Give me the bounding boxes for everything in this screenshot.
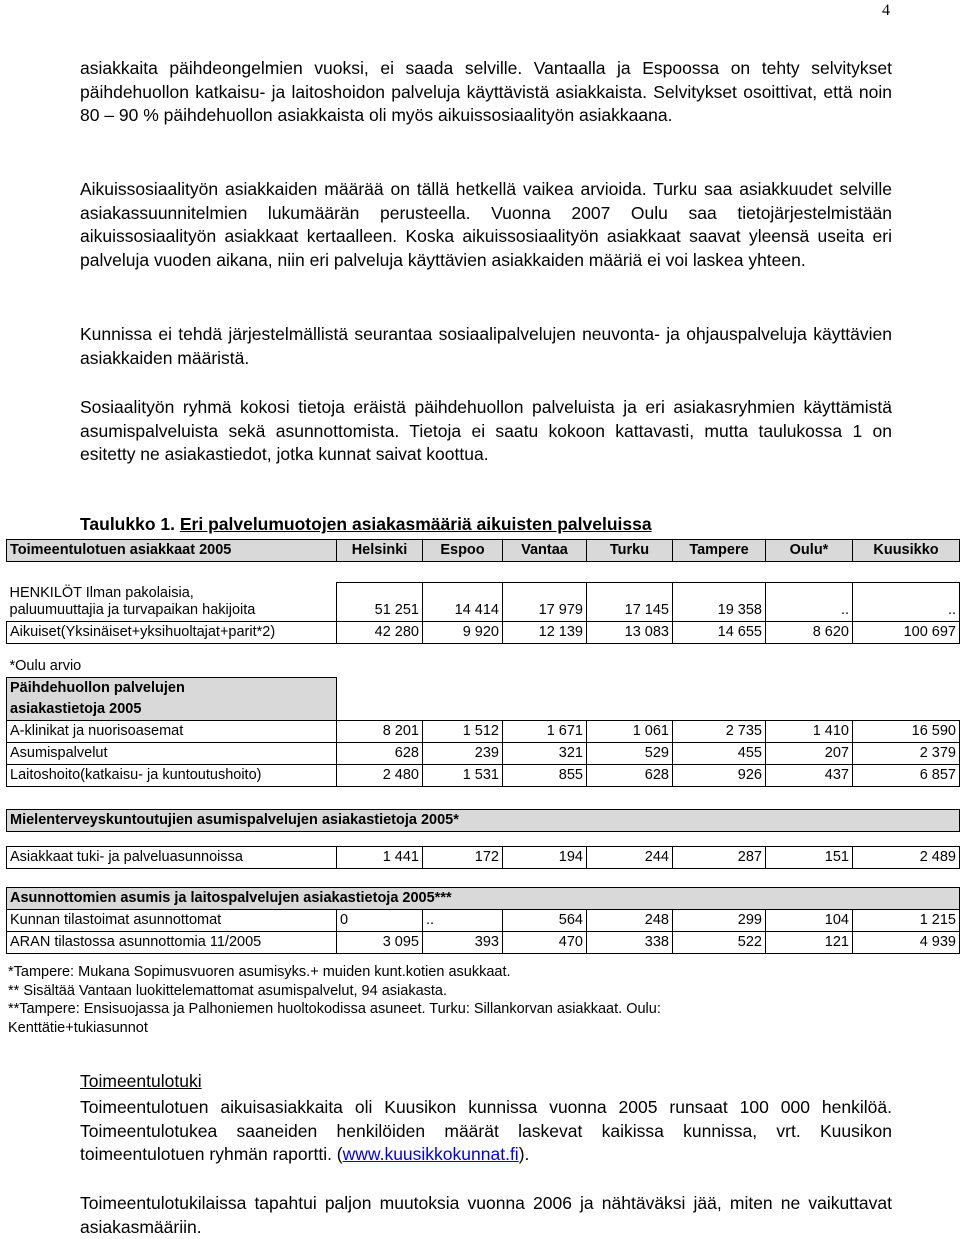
caption-prefix: Taulukko 1. [80, 514, 175, 534]
header-cell: Vantaa [503, 540, 587, 562]
table-row [7, 742, 960, 764]
table-row [7, 909, 960, 931]
paragraph-1: asiakkaita päihdeongelmien vuoksi, ei saada selville. Vantaalla ja Espoossa on tehty selvitykset päihdehuollon katkaisu- ja laitoshoidon palveluja käyttävistä asiakkaista. Selvitykset osoittivat, että noin 80 – 90 % päihdehuollon asiakkaista oli myös aikuissosiaalityön asiakkaana. [80, 58, 892, 125]
table-cell: 0 [337, 909, 423, 931]
table-cell: 926 [673, 764, 766, 786]
table-cell: 14 655 [673, 621, 766, 643]
row-label-line: HENKILÖT Ilman pakolaisia, [9, 584, 194, 601]
paragraph-2: Aikuissosiaalityön asiakkaiden määrää on tällä hetkellä vaikea arvioida. Turku saa asiakkuudet selville asiakassuunnitelmien lukumäärän perusteella. Vuonna 2007 Oulu saa tietojärjestelmistään aikuissosiaalityön asiakkaat kertaalleen. Koska aikuissosiaalityön asiakkaat saavat yleensä useita eri palveluja vuoden aikana, niin eri palveluja käyttävien asiakkaiden määriä ei voi laskea yhteen. [80, 179, 892, 270]
row-label: Asiakkaat tuki- ja palveluasunnoissa [7, 846, 337, 868]
table-cell: 529 [587, 742, 673, 764]
table-cell: 628 [337, 742, 423, 764]
footnote: *Tampere: Mukana Sopimusvuoren asumisyks.+ muiden kunt.kotien asukkaat. [8, 964, 511, 980]
table-row [7, 846, 960, 868]
table-row [7, 621, 960, 643]
header-cell: Turku [587, 540, 673, 562]
row-label: A-klinikat ja nuorisoasemat [7, 720, 337, 742]
paragraph-4: Sosiaalityön ryhmä kokosi tietoja eräistä päihdehuollon palveluista ja eri asiakasryhmien käyttämistä asumispalveluista sekä asunnottomista. Tietoja ei saatu kokoon kattavasti, mutta taulukossa 1 on esitetty ne asiakastiedot, jotka kunnat saivat koottua. [80, 397, 892, 464]
table-cell: 1 215 [853, 909, 960, 931]
table-cell: 628 [587, 764, 673, 786]
table-cell: 2 379 [853, 742, 960, 764]
table-cell: 194 [503, 846, 587, 868]
table-cell: 8 201 [337, 720, 423, 742]
table-cell: 1 671 [503, 720, 587, 742]
header-cell: Tampere [673, 540, 766, 562]
table-cell: 13 083 [587, 621, 673, 643]
table-cell: 437 [766, 764, 853, 786]
table-cell: 17 979 [503, 583, 587, 622]
oulu-note: *Oulu arvio [9, 657, 82, 674]
table-cell: 100 697 [853, 621, 960, 643]
table-cell: 4 939 [853, 931, 960, 953]
section-heading-toimeentulotuki: Toimeentulotuki [80, 1071, 202, 1091]
table-cell: 2 489 [853, 846, 960, 868]
table-cell: 9 920 [423, 621, 503, 643]
table-cell: 522 [673, 931, 766, 953]
table-cell: .. [853, 583, 960, 622]
row-label-line: paluumuuttajia ja turvapaikan hakijoita [9, 601, 256, 618]
table-cell: 207 [766, 742, 853, 764]
table-cell: 51 251 [337, 583, 423, 622]
table-cell: 3 095 [337, 931, 423, 953]
header-cell: Kuusikko [853, 540, 960, 562]
table-cell: 8 620 [766, 621, 853, 643]
page-number: 4 [882, 2, 890, 19]
table-cell: 104 [766, 909, 853, 931]
paragraph-3: Kunnissa ei tehdä järjestelmällistä seurantaa sosiaalipalvelujen neuvonta- ja ohjauspalveluja käyttävien asiakkaiden määristä. [80, 324, 892, 368]
table-cell: .. [423, 909, 503, 931]
footnote: ** Sisältää Vantaan luokittelemattomat asumispalvelut, 94 asiakasta. [8, 982, 448, 999]
row-label: ARAN tilastossa asunnottomia 11/2005 [7, 931, 337, 953]
table-cell: 299 [673, 909, 766, 931]
section-heading: Päihdehuollon palvelujen [7, 677, 337, 699]
table-header-row [7, 540, 960, 562]
footnote: Kenttätie+tukiasunnot [8, 1019, 148, 1036]
table-cell: 172 [423, 846, 503, 868]
table-cell: 2 735 [673, 720, 766, 742]
header-cell: Toimeentulotuen asiakkaat 2005 [7, 540, 337, 562]
table-cell: 1 512 [423, 720, 503, 742]
table-row [7, 583, 960, 622]
table-cell: 321 [503, 742, 587, 764]
table-cell: 248 [587, 909, 673, 931]
table-cell: 470 [503, 931, 587, 953]
table-cell: 17 145 [587, 583, 673, 622]
header-cell: Helsinki [337, 540, 423, 562]
table-cell: 121 [766, 931, 853, 953]
section-heading: Mielenterveyskuntoutujien asumispalvelujen asiakastietoja 2005* [7, 809, 960, 831]
table-row [7, 720, 960, 742]
row-label: Asumispalvelut [7, 742, 337, 764]
table-cell: 151 [766, 846, 853, 868]
row-label: Kunnan tilastoimat asunnottomat [7, 909, 337, 931]
paragraph-5-end: ). [518, 1144, 530, 1164]
row-label: Laitoshoito(katkaisu- ja kuntoutushoito) [7, 764, 337, 786]
table-cell: 14 414 [423, 583, 503, 622]
header-cell: Oulu* [766, 540, 853, 562]
kuusikko-link[interactable]: www.kuusikkokunnat.fi [342, 1144, 519, 1164]
table-cell: 1 061 [587, 720, 673, 742]
table-cell: 244 [587, 846, 673, 868]
table-cell: 393 [423, 931, 503, 953]
table-cell: .. [766, 583, 853, 622]
services-table [6, 539, 960, 954]
section-heading: asiakastietoja 2005 [7, 699, 337, 721]
table-footnotes [8, 963, 661, 1037]
paragraph-6: Toimeentulotukilaissa tapahtui paljon muutoksia vuonna 2006 ja nähtäväksi jää, miten ne vaikuttavat asiakasmääriin. [80, 1193, 892, 1237]
table-cell: 19 358 [673, 583, 766, 622]
row-label [7, 583, 337, 622]
caption-text: Eri palvelumuotojen asiakasmääriä aikuisten palveluissa [179, 514, 652, 534]
table-cell: 564 [503, 909, 587, 931]
table-cell: 1 531 [423, 764, 503, 786]
header-cell: Espoo [423, 540, 503, 562]
paragraph-5-text: Toimeentulotuen aikuisasiakkaita oli Kuusikon kunnissa vuonna 2005 runsaat 100 000 henkilöä. Toimeentulotukea saaneiden henkilöiden määrät laskevat kaikissa kunnissa, vrt. Kuusikon toimeentulotuen ryhmän raportti. ( [80, 1097, 892, 1164]
table-cell: 338 [587, 931, 673, 953]
table-row [7, 931, 960, 953]
table-cell: 12 139 [503, 621, 587, 643]
table-cell: 239 [423, 742, 503, 764]
table-cell: 287 [673, 846, 766, 868]
table-cell: 1 441 [337, 846, 423, 868]
table-row [7, 764, 960, 786]
table-cell: 42 280 [337, 621, 423, 643]
table-cell: 855 [503, 764, 587, 786]
table-cell: 16 590 [853, 720, 960, 742]
footnote: **Tampere: Ensisuojassa ja Palhoniemen huoltokodissa asuneet. Turku: Sillankorvan asiakkaat. Oulu: [8, 1001, 661, 1017]
table-cell: 2 480 [337, 764, 423, 786]
section-heading: Asunnottomien asumis ja laitospalvelujen asiakastietoja 2005*** [7, 887, 960, 909]
table-cell: 1 410 [766, 720, 853, 742]
table-caption [80, 514, 652, 535]
table-cell: 455 [673, 742, 766, 764]
paragraph-5 [80, 1096, 892, 1167]
row-label: Aikuiset(Yksinäiset+yksihuoltajat+parit*2) [7, 621, 337, 643]
table-cell: 6 857 [853, 764, 960, 786]
